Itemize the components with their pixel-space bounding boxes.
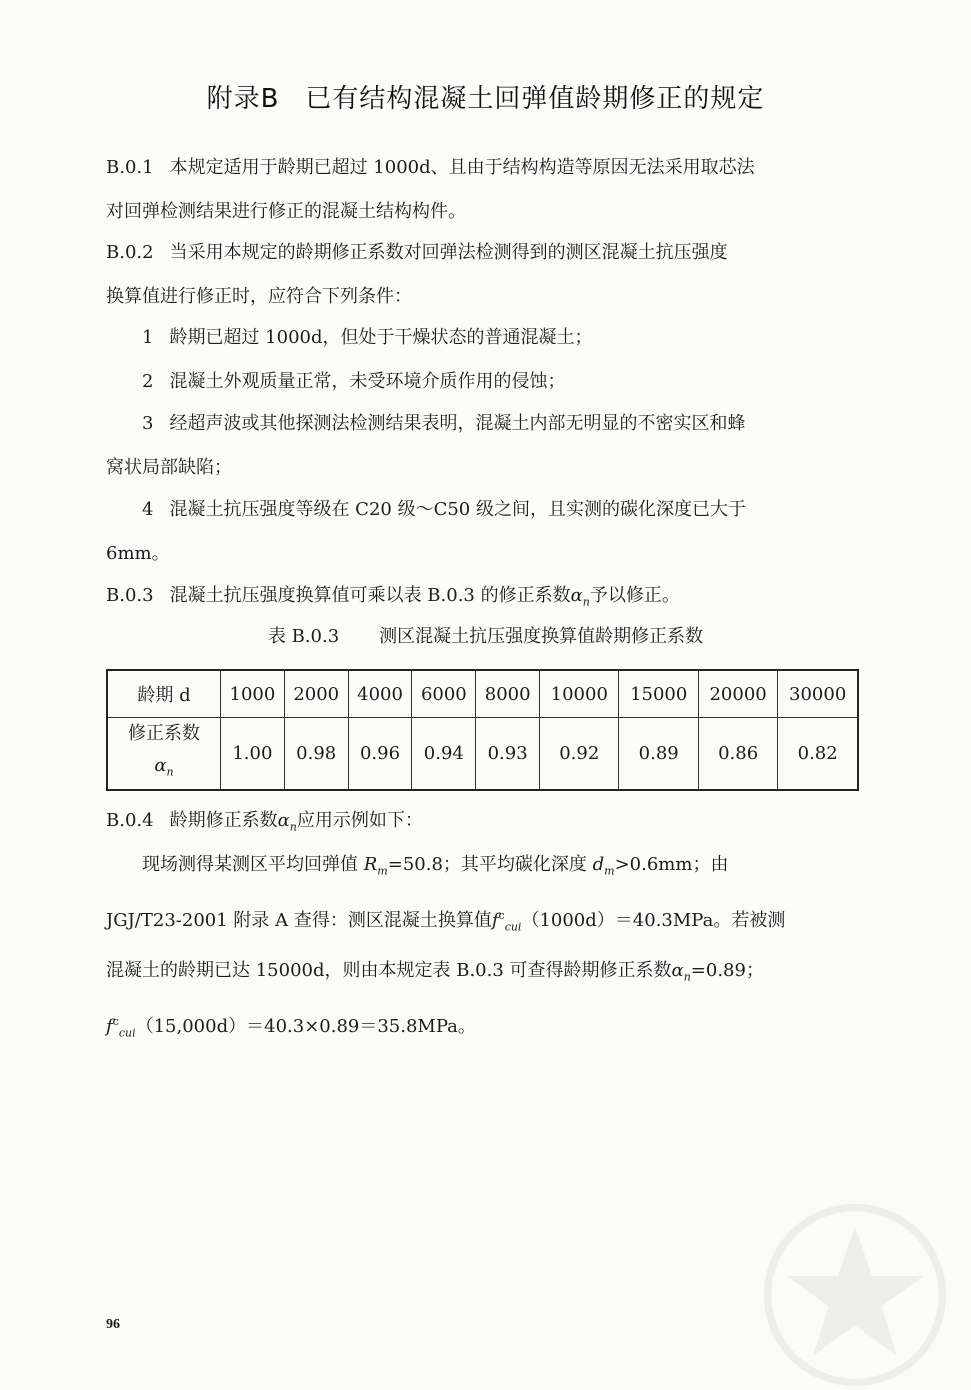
table-cell: 0.82 — [778, 718, 858, 790]
table-cell: 0.93 — [476, 718, 540, 790]
symbol-superscript: c — [498, 908, 505, 922]
coefficient-label: 修正系数 — [128, 723, 200, 744]
example-text: （15,000d）＝40.3×0.89＝35.8MPa。 — [135, 1015, 476, 1037]
table-cell: 2000 — [284, 670, 348, 718]
alpha-subscript: n — [683, 970, 691, 984]
list-number: 4 — [142, 499, 154, 520]
table-header-coefficient — [107, 718, 221, 790]
alpha-symbol: α — [154, 755, 167, 776]
table-cell: 6000 — [412, 670, 476, 718]
table-cell: 0.86 — [698, 718, 777, 790]
table-cell: 20000 — [698, 670, 777, 718]
clause-number: B.0.2 — [106, 242, 154, 263]
symbol-subscript: m — [604, 864, 615, 878]
clause-b02 — [106, 231, 858, 319]
alpha-symbol: α — [570, 585, 583, 606]
table-cell: 0.92 — [540, 718, 619, 790]
appendix-label: 附录B — [206, 84, 280, 114]
clause-text: 龄期修正系数 — [169, 810, 278, 831]
table-cell: 10000 — [540, 670, 619, 718]
clause-text: 本规定适用于龄期已超过 1000d、且由于结构构造等原因无法采用取芯法 — [169, 157, 755, 178]
table-caption — [0, 622, 971, 648]
list-item — [106, 316, 858, 360]
example-text: 混凝土的龄期已达 15000d，则由本规定表 B.0.3 可查得龄期修正系数 — [106, 960, 672, 982]
example-text: =0.89； — [690, 960, 764, 982]
table-cell: 0.98 — [284, 718, 348, 790]
clause-number: B.0.4 — [106, 810, 154, 831]
clause-text: 换算值进行修正时，应符合下列条件： — [106, 286, 412, 307]
list-text: 经超声波或其他探测法检测结果表明，混凝土内部无明显的不密实区和蜂 — [169, 413, 746, 434]
clause-b01 — [106, 146, 858, 234]
symbol-superscript: c — [112, 1014, 119, 1028]
alpha-symbol: α — [277, 810, 290, 831]
example-text: （1000d）＝40.3MPa。若被测 — [521, 909, 786, 931]
list-text: 龄期已超过 1000d，但处于干燥状态的普通混凝土； — [169, 327, 593, 348]
symbol-f: f — [491, 909, 499, 931]
clause-text: 予以修正。 — [589, 585, 680, 606]
clause-number: B.0.1 — [106, 157, 154, 178]
alpha-symbol: α — [671, 960, 684, 982]
example-text: =50.8；其平均碳化深度 — [387, 854, 593, 875]
alpha-subscript: n — [582, 595, 590, 609]
example-text: JGJ/T23-2001 附录 A 查得：测区混凝土换算值 — [106, 909, 492, 931]
clause-b04 — [106, 799, 858, 850]
alpha-subscript: n — [166, 765, 174, 779]
example-text: >0.6mm；由 — [614, 854, 729, 875]
list-text-cont: 窝状局部缺陷； — [106, 457, 232, 478]
appendix-heading: 已有结构混凝土回弹值龄期修正的规定 — [305, 84, 765, 114]
symbol-subscript: m — [377, 864, 388, 878]
symbol-subscript: cui — [118, 1026, 136, 1040]
page-number: 96 — [106, 1317, 120, 1332]
list-item — [106, 402, 858, 490]
symbol-r: R — [363, 854, 378, 875]
list-number: 2 — [142, 371, 154, 392]
table-caption-text: 测区混凝土抗压强度换算值龄期修正系数 — [379, 626, 704, 647]
watermark-star-icon — [760, 1200, 950, 1390]
table-cell: 0.89 — [619, 718, 698, 790]
table-number: 表 B.0.3 — [267, 626, 340, 647]
list-number: 3 — [142, 413, 154, 434]
symbol-f: f — [106, 1015, 113, 1037]
list-text-cont: 6mm。 — [106, 543, 170, 564]
list-item — [106, 360, 858, 404]
example-paragraph — [106, 843, 858, 1055]
appendix-title — [0, 78, 971, 115]
table-row-coefficients — [107, 718, 858, 790]
table-cell: 1000 — [221, 670, 285, 718]
symbol-d: d — [592, 854, 605, 875]
list-number: 1 — [142, 327, 154, 348]
symbol-subscript: cui — [504, 920, 522, 934]
table-cell: 1.00 — [221, 718, 285, 790]
alpha-subscript: n — [289, 820, 297, 834]
table-cell: 4000 — [348, 670, 412, 718]
clause-text: 应用示例如下： — [296, 810, 423, 831]
clause-number: B.0.3 — [106, 585, 154, 606]
correction-table — [106, 669, 859, 791]
table-header-age: 龄期 d — [107, 670, 221, 718]
table-cell: 0.94 — [412, 718, 476, 790]
list-text: 混凝土外观质量正常，未受环境介质作用的侵蚀； — [169, 371, 566, 392]
clause-text: 当采用本规定的龄期修正系数对回弹法检测得到的测区混凝土抗压强度 — [169, 242, 728, 263]
clause-text: 对回弹检测结果进行修正的混凝土结构构件。 — [106, 201, 466, 222]
clause-text: 混凝土抗压强度换算值可乘以表 B.0.3 的修正系数 — [169, 585, 571, 606]
example-text: 现场测得某测区平均回弹值 — [142, 854, 364, 875]
table-cell: 8000 — [476, 670, 540, 718]
table-cell: 30000 — [778, 670, 858, 718]
list-item — [106, 488, 858, 576]
list-text: 混凝土抗压强度等级在 C20 级～C50 级之间，且实测的碳化深度已大于 — [169, 499, 746, 520]
table-cell: 15000 — [619, 670, 698, 718]
clause-b03 — [106, 574, 858, 625]
table-cell: 0.96 — [348, 718, 412, 790]
table-row-ages — [107, 670, 858, 718]
